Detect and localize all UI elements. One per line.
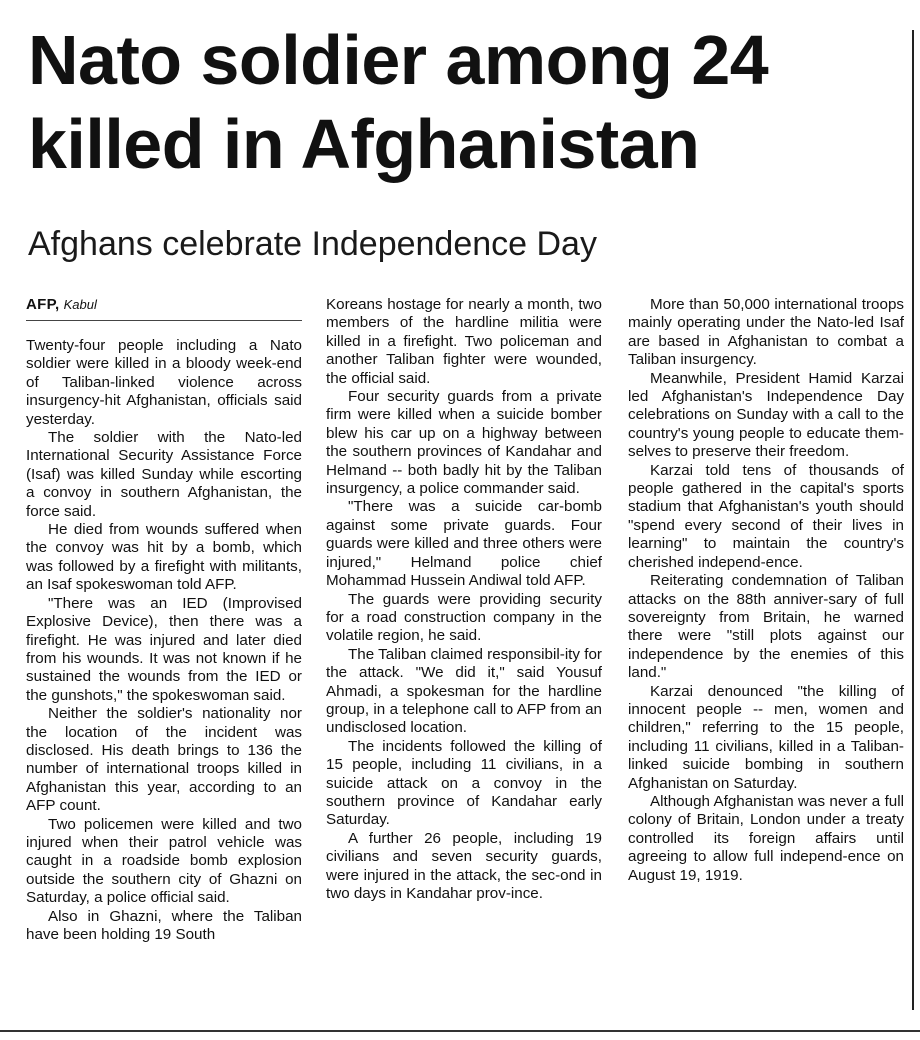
paragraph: Four security guards from a private firm were killed when a suicide bomber blew his car up on a highway between the southern provinces of Kandahar and Helmand -- both badly hit by the Taliban insurgency, a police commander said. [326, 388, 602, 498]
byline-agency: AFP, [26, 296, 60, 313]
byline [26, 296, 302, 321]
paragraph: The Taliban claimed responsibil-ity for the attack. "We did it," said Yousuf Ahmadi, a spokesman for the hardline group, in a telephone call to AFP from an undisclosed location. [326, 645, 602, 737]
paragraph: Meanwhile, President Hamid Karzai led Afghanistan's Independence Day celebrations on Sunday with a call to the country's young people to educate them-selves to preserve their freedom. [628, 369, 904, 461]
paragraph: The incidents followed the killing of 15 people, including 11 civilians, in a suicide attack on a convoy in the southern province of Kandahar early Saturday. [326, 737, 602, 829]
paragraph: Although Afghanistan was never a full colony of Britain, London under a treaty controlled its foreign affairs until agreeing to allow full independ-ence on August 19, 1919. [628, 792, 904, 884]
paragraph: Karzai denounced "the killing of innocent people -- men, women and children," referring to the 15 people, including 11 civilians, killed in a Taliban-linked suicide bombing in southern Afghanistan on Saturday. [628, 682, 904, 792]
paragraph: A further 26 people, including 19 civilians and seven security guards, were injured in the attack, the sec-ond in two days in Kandahar prov-ince. [326, 829, 602, 902]
article-column-1 [26, 296, 302, 944]
bottom-rule [0, 1030, 920, 1032]
subheadline: Afghans celebrate Independence Day [28, 225, 597, 263]
article-column-3 [628, 296, 904, 885]
paragraph: Two policemen were killed and two injured when their patrol vehicle was caught in a roadside bomb explosion outside the southern city of Ghazni on Saturday, a police official said. [26, 815, 302, 907]
paragraph: Koreans hostage for nearly a month, two members of the hardline militia were killed in a firefight. Two policeman and another Taliban fighter were wounded, the official said. [326, 296, 602, 387]
paragraph: Reiterating condemnation of Taliban attacks on the 88th anniver-sary of full sovereignty from Britain, he warned there were "still plots against our independence by the enemies of this land." [628, 572, 904, 682]
paragraph: Karzai told tens of thousands of people gathered in the capital's sports stadium that Afghanistan's youth should "spend every second of their lives in learning" to maintain the country's cherished independ-ence. [628, 461, 904, 571]
paragraph: Also in Ghazni, where the Taliban have been holding 19 South [26, 907, 302, 943]
article-column-2 [326, 296, 602, 903]
paragraph: Twenty-four people including a Nato soldier were killed in a bloody week-end of Taliban-linked violence across insurgency-hit Afghanistan, officials said yesterday. [26, 337, 302, 428]
paragraph: "There was a suicide car-bomb against some private guards. Four guards were killed and three others were injured," Helmand police chief Mohammad Hussein Andiwal told AFP. [326, 498, 602, 590]
paragraph: The guards were providing security for a road construction company in the volatile region, he said. [326, 590, 602, 645]
paragraph: "There was an IED (Improvised Explosive Device), then there was a firefight. He was injured and later died from his wounds. It was not known if he sustained the wounds from the IED or the gunshots," the spokeswoman said. [26, 594, 302, 704]
paragraph: More than 50,000 international troops mainly operating under the Nato-led Isaf are based in Afghanistan to combat a Taliban insurgency. [628, 296, 904, 369]
byline-location: Kabul [63, 297, 97, 312]
paragraph: The soldier with the Nato-led International Security Assistance Force (Isaf) was killed Sunday while escorting a convoy in southern Afghanistan, the force said. [26, 429, 302, 520]
headline: Nato soldier among 24 killed in Afghanistan [28, 21, 769, 183]
column-edge-rule [912, 30, 914, 1010]
paragraph: Neither the soldier's nationality nor the location of the incident was disclosed. His death brings to 136 the number of international troops killed in Afghanistan this year, according to an AFP count. [26, 705, 302, 815]
paragraph: He died from wounds suffered when the convoy was hit by a bomb, which was followed by a firefight with militants, an Isaf spokeswoman told AFP. [26, 521, 302, 594]
